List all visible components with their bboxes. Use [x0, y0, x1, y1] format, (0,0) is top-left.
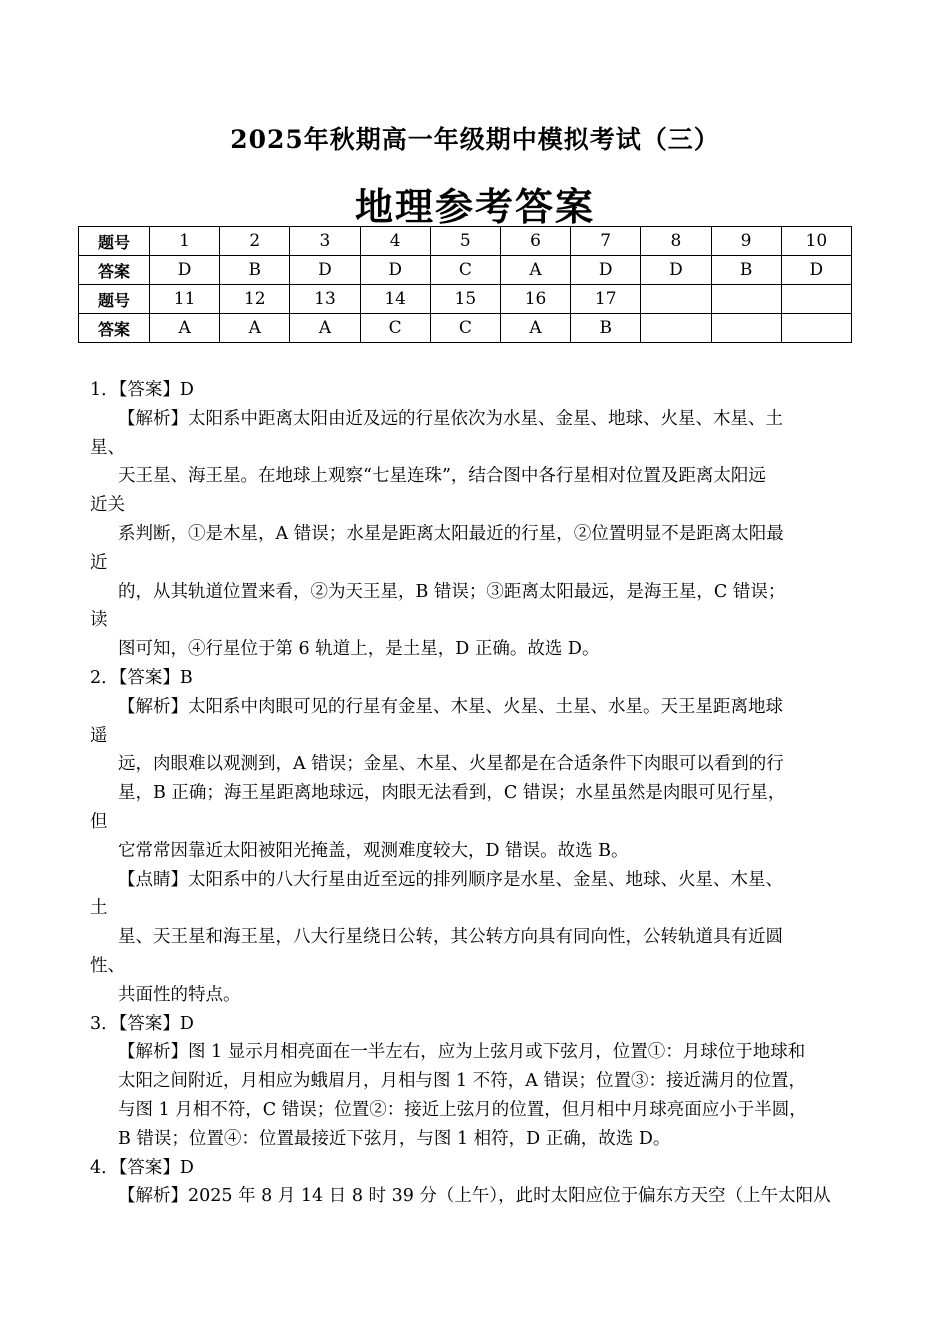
table-cell: A: [150, 314, 220, 343]
table-cell: 10: [781, 227, 851, 256]
table-cell: 9: [711, 227, 781, 256]
table-cell: 17: [571, 285, 641, 314]
table-cell: [711, 285, 781, 314]
table-cell: D: [360, 256, 430, 285]
table-cell: D: [150, 256, 220, 285]
row-label: 答案: [79, 256, 150, 285]
text-line: 遥: [90, 725, 108, 746]
text-line: 土: [90, 898, 108, 919]
table-row: [79, 285, 852, 314]
table-cell: B: [571, 314, 641, 343]
table-row: [79, 227, 852, 256]
text-line: 星，B 正确；海王星距离地球远，肉眼无法看到，C 错误；水星虽然是肉眼可见行星，: [118, 783, 786, 804]
table-row: [79, 256, 852, 285]
table-cell: 5: [430, 227, 500, 256]
table-cell: A: [290, 314, 360, 343]
text-line: 4．【答案】D: [90, 1157, 194, 1178]
table-cell: 6: [500, 227, 570, 256]
table-cell: 11: [150, 285, 220, 314]
table-cell: 13: [290, 285, 360, 314]
text-line: B 错误；位置④：位置最接近下弦月，与图 1 相符，D 正确，故选 D。: [118, 1128, 671, 1149]
table-cell: 1: [150, 227, 220, 256]
table-cell: 2: [220, 227, 290, 256]
text-line: 它常常因靠近太阳被阳光掩盖，观测难度较大，D 错误。故选 B。: [118, 840, 629, 861]
text-line: 近: [90, 552, 108, 573]
exam-title: 2025年秋期高一年级期中模拟考试（三）: [230, 125, 720, 154]
table-cell: C: [430, 314, 500, 343]
table-row: [79, 314, 852, 343]
text-line: 【点睛】太阳系中的八大行星由近至远的排列顺序是水星、金星、地球、火星、木星、: [118, 869, 783, 890]
table-cell: D: [641, 256, 711, 285]
table-cell: [781, 285, 851, 314]
table-cell: 3: [290, 227, 360, 256]
text-line: 【解析】太阳系中距离太阳由近及远的行星依次为水星、金星、地球、火星、木星、土: [118, 408, 783, 429]
answer-key-title: 地理参考答案: [354, 185, 595, 229]
text-line: 【解析】2025 年 8 月 14 日 8 时 39 分（上午），此时太阳应位于偏东方天空（上午太阳从: [118, 1186, 831, 1207]
table-cell: D: [571, 256, 641, 285]
text-line: 图可知，④行星位于第 6 轨道上，是土星，D 正确。故选 D。: [118, 639, 600, 660]
table-cell: B: [711, 256, 781, 285]
text-line: 的，从其轨道位置来看，②为天王星，B 错误；③距离太阳最远，是海王星，C 错误；: [118, 581, 786, 602]
text-line: 3．【答案】D: [90, 1013, 194, 1034]
row-label: 答案: [79, 314, 150, 343]
text-line: 星、: [90, 437, 125, 458]
table-cell: 12: [220, 285, 290, 314]
text-line: 共面性的特点。: [118, 984, 241, 1005]
table-cell: A: [220, 314, 290, 343]
text-line: 1．【答案】D: [90, 380, 194, 400]
table-cell: [641, 314, 711, 343]
text-line: 但: [90, 811, 108, 832]
table-cell: A: [500, 314, 570, 343]
row-label: 题号: [79, 285, 150, 314]
table-cell: C: [430, 256, 500, 285]
text-line: 太阳之间附近，月相应为蛾眉月，月相与图 1 不符，A 错误；位置③：接近满月的位置，: [118, 1071, 806, 1092]
table-cell: [711, 314, 781, 343]
table-cell: A: [500, 256, 570, 285]
text-line: 【解析】图 1 显示月相亮面在一半左右，应为上弦月或下弦月，位置①：月球位于地球和: [118, 1042, 806, 1063]
table-cell: 16: [500, 285, 570, 314]
table-cell: 4: [360, 227, 430, 256]
text-line: 天王星、海王星。在地球上观察“七星连珠”，结合图中各行星相对位置及距离太阳远: [118, 466, 766, 487]
table-cell: C: [360, 314, 430, 343]
answer-table: [78, 226, 852, 343]
text-line: 【解析】太阳系中肉眼可见的行星有金星、木星、火星、土星、水星。天王星距离地球: [118, 696, 783, 717]
table-cell: [641, 285, 711, 314]
explanations: [90, 376, 865, 1211]
text-line: 性、: [90, 955, 125, 976]
text-line: 2．【答案】B: [90, 667, 193, 688]
table-cell: B: [220, 256, 290, 285]
table-cell: 7: [571, 227, 641, 256]
text-line: 读: [90, 610, 108, 631]
table-cell: 15: [430, 285, 500, 314]
table-cell: D: [781, 256, 851, 285]
table-cell: [781, 314, 851, 343]
row-label: 题号: [79, 227, 150, 256]
text-line: 近关: [90, 495, 125, 516]
text-line: 系判断，①是木星，A 错误；水星是距离太阳最近的行星，②位置明显不是距离太阳最: [118, 523, 784, 544]
text-line: 远，肉眼难以观测到，A 错误；金星、木星、火星都是在合适条件下肉眼可以看到的行: [118, 754, 784, 775]
text-line: 星、天王星和海王星，八大行星绕日公转，其公转方向具有同向性，公转轨道具有近圆: [118, 927, 783, 948]
text-line: 与图 1 月相不符，C 错误；位置②：接近上弦月的位置，但月相中月球亮面应小于半圆，: [118, 1099, 807, 1120]
table-cell: 14: [360, 285, 430, 314]
table-cell: D: [290, 256, 360, 285]
table-cell: 8: [641, 227, 711, 256]
